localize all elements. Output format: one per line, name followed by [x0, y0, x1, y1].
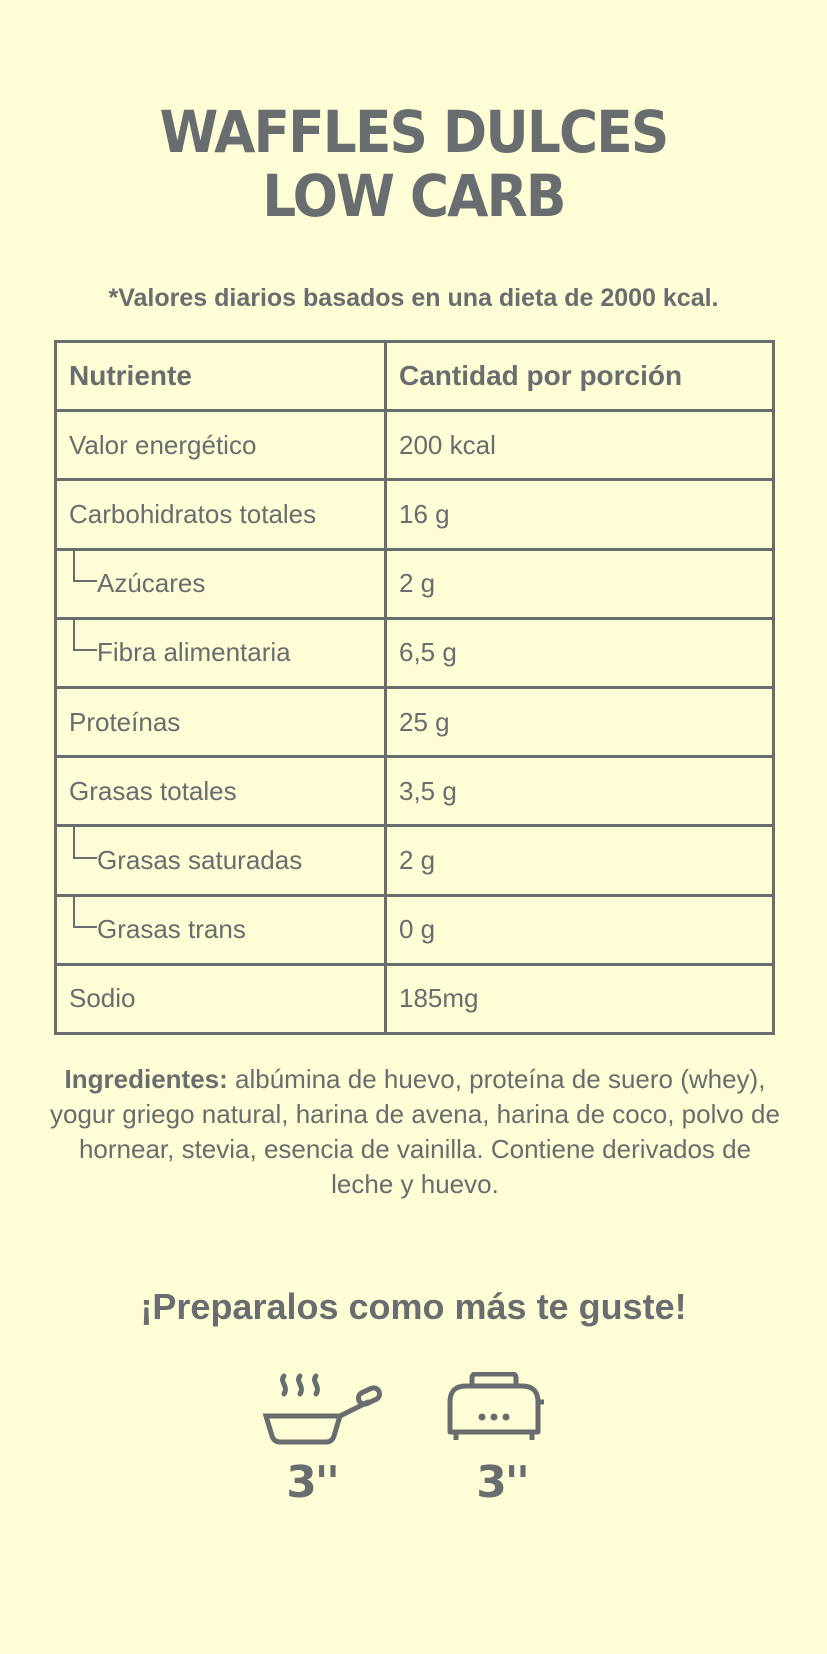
ingredients-label: Ingredientes:: [64, 1064, 228, 1094]
nutrient-name: Grasas trans: [69, 914, 246, 945]
table-row: [56, 549, 774, 618]
product-title-line1: WAFFLES DULCES: [159, 98, 668, 166]
header-nutrient: Nutriente: [56, 342, 386, 411]
nutrient-value: 200 kcal: [386, 411, 774, 480]
nutrient-name: Grasas saturadas: [69, 845, 302, 876]
nutrient-value: 6,5 g: [386, 618, 774, 687]
nutrient-value: 2 g: [386, 549, 774, 618]
nutrient-name: Valor energético: [56, 411, 386, 480]
frying-pan-icon: [262, 1372, 384, 1452]
nutrient-name: Grasas totales: [56, 757, 386, 826]
toaster-icon: [446, 1372, 546, 1448]
nutrition-table: [54, 340, 775, 1035]
table-row: [56, 895, 774, 964]
nutrient-name: Fibra alimentaria: [69, 637, 291, 668]
nutrient-name: Azúcares: [69, 568, 205, 599]
ingredients-list: albúmina de huevo, proteína de suero (whey), yogur griego natural, harina de avena, harina de coco, polvo de hornear, stevia, esencia de vainilla. Contiene derivados de leche y huevo.: [50, 1064, 780, 1199]
table-row: [56, 480, 774, 549]
product-title: [33, 100, 794, 228]
nutrient-name: Carbohidratos totales: [56, 480, 386, 549]
nutrient-value: 2 g: [386, 826, 774, 895]
table-row: [56, 411, 774, 480]
nutrient-value: 0 g: [386, 895, 774, 964]
table-row: [56, 687, 774, 756]
table-row: [56, 964, 774, 1033]
nutrient-name: Proteínas: [56, 687, 386, 756]
table-row: [56, 618, 774, 687]
table-row: [56, 757, 774, 826]
nutrient-name: Sodio: [56, 964, 386, 1033]
pan-time: 3'': [286, 1457, 338, 1508]
table-header-row: [56, 342, 774, 411]
header-amount: Cantidad por porción: [386, 342, 774, 411]
toaster-time: 3'': [476, 1457, 528, 1508]
nutrient-value: 25 g: [386, 687, 774, 756]
ingredients-text: [50, 1062, 780, 1202]
daily-values-note: *Valores diarios basados en una dieta de 2000 kcal.: [108, 284, 719, 312]
nutrient-value: 3,5 g: [386, 757, 774, 826]
product-title-line2: LOW CARB: [262, 162, 565, 230]
nutrient-value: 16 g: [386, 480, 774, 549]
tagline: ¡Preparalos como más te guste!: [140, 1286, 687, 1327]
nutrient-value: 185mg: [386, 964, 774, 1033]
table-row: [56, 826, 774, 895]
